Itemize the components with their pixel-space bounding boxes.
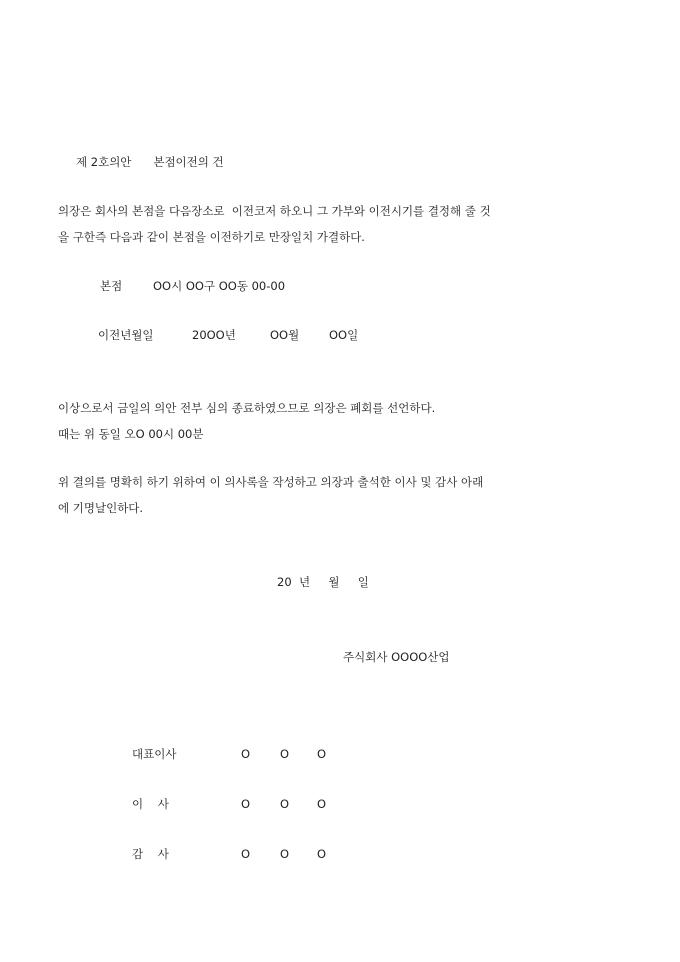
paragraph-relocation-line-1: 의장은 회사의 본점을 다음장소로 이전코저 하오니 그 가부와 이전시기를 결정해 줄 것 <box>58 204 491 218</box>
paragraph-relocation-line-2: 을 구한즉 다음과 같이 본점을 이전하기로 만장일치 가결하다. <box>58 230 365 244</box>
signing-date: 20 년 월 일 <box>277 575 369 589</box>
signatory-name-mark: O <box>317 797 327 811</box>
relocation-day: OO일 <box>329 328 359 342</box>
signatory-name-mark: O <box>241 747 251 761</box>
headquarters-label: 본점 <box>100 279 123 293</box>
paragraph-signature-line-1: 위 결의를 명확히 하기 위하여 이 의사록을 작성하고 의장과 출석한 이사 및 감사 아래 <box>58 475 484 489</box>
headquarters-address: OO시 OO구 OO동 00-00 <box>153 279 286 293</box>
relocation-date-label: 이전년월일 <box>98 328 154 342</box>
signatory-role-director: 이 사 <box>132 797 169 811</box>
company-name: 주식회사 OOOO산업 <box>343 650 450 664</box>
relocation-year: 20OO년 <box>192 328 236 342</box>
signatory-name-mark: O <box>280 747 290 761</box>
signatory-role-ceo: 대표이사 <box>132 747 177 761</box>
paragraph-closing-line-1: 이상으로서 금일의 의안 전부 심의 종료하였으므로 의장은 폐회를 선언하다. <box>58 401 436 415</box>
signatory-name-mark: O <box>241 847 251 861</box>
agenda-heading: 제 2호의안 본점이전의 건 <box>76 155 224 169</box>
relocation-month: OO월 <box>270 328 300 342</box>
signatory-name-mark: O <box>280 847 290 861</box>
signatory-name-mark: O <box>241 797 251 811</box>
signatory-name-mark: O <box>317 847 327 861</box>
signatory-role-auditor: 감 사 <box>132 847 169 861</box>
signatory-name-mark: O <box>317 747 327 761</box>
signatory-name-mark: O <box>280 797 290 811</box>
paragraph-signature-line-2: 에 기명날인하다. <box>58 501 144 515</box>
paragraph-closing-line-2: 때는 위 동일 오O 00시 00분 <box>58 427 204 441</box>
